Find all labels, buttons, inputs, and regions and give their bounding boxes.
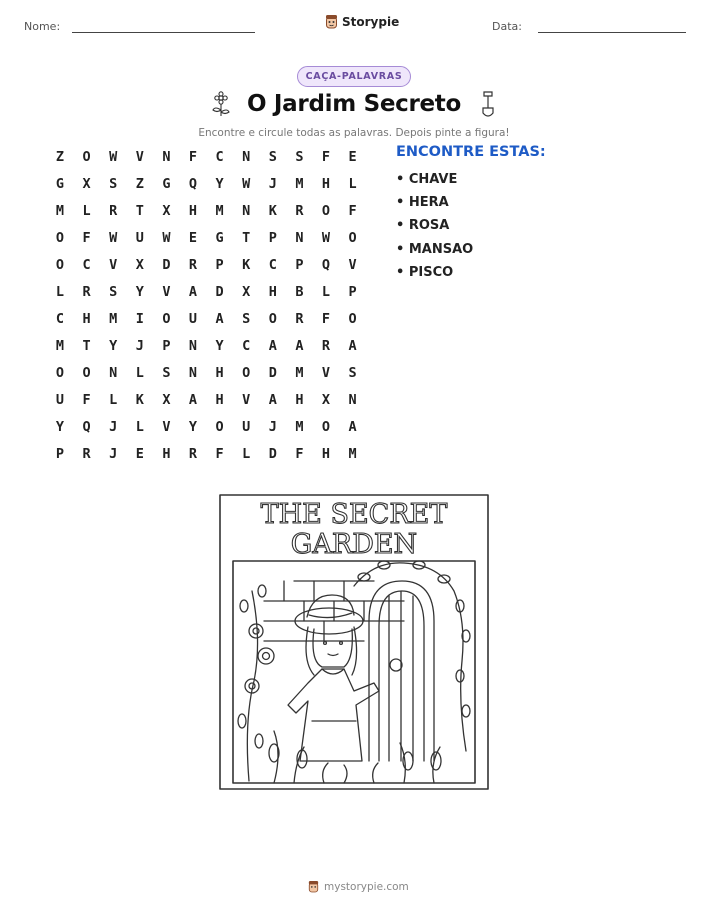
grid-letter[interactable]: A xyxy=(348,419,357,435)
grid-letter[interactable]: R xyxy=(109,203,118,219)
grid-letter[interactable]: V xyxy=(109,257,118,273)
grid-letter[interactable]: N xyxy=(348,392,357,408)
grid-letter[interactable]: Z xyxy=(55,149,65,165)
grid-letter[interactable]: S xyxy=(242,311,251,327)
grid-letter[interactable]: U xyxy=(242,419,251,435)
grid-letter[interactable]: J xyxy=(135,338,144,354)
grid-letter[interactable]: S xyxy=(348,365,357,381)
grid-letter[interactable]: A xyxy=(268,338,277,354)
grid-letter[interactable]: M xyxy=(55,203,65,219)
word-list-item: • PISCO xyxy=(396,265,454,280)
grid-letter[interactable]: H xyxy=(321,446,331,462)
grid-letter[interactable]: F xyxy=(215,446,224,462)
word-list-item: • CHAVE xyxy=(396,172,458,187)
grid-letter[interactable]: O xyxy=(215,419,224,435)
grid-letter[interactable]: D xyxy=(215,284,224,300)
grid-letter[interactable]: O xyxy=(348,311,357,327)
grid-letter[interactable]: Y xyxy=(215,338,224,354)
grid-letter[interactable]: H xyxy=(295,392,304,408)
grid-letter[interactable]: Z xyxy=(135,176,144,192)
grid-letter[interactable]: L xyxy=(135,419,144,435)
grid-letter[interactable]: W xyxy=(321,230,331,246)
storypie-mascot-icon xyxy=(308,880,319,893)
grid-letter[interactable]: W xyxy=(242,176,251,192)
grid-letter[interactable]: Y xyxy=(55,419,65,435)
grid-letter[interactable]: H xyxy=(268,284,277,300)
grid-letter[interactable]: G xyxy=(55,176,65,192)
grid-letter[interactable]: A xyxy=(268,392,277,408)
grid-letter[interactable]: Y xyxy=(188,419,198,435)
grid-letter[interactable]: R xyxy=(295,203,304,219)
name-label: Nome: xyxy=(24,20,61,33)
grid-letter[interactable]: T xyxy=(135,203,144,219)
grid-letter[interactable]: O xyxy=(321,203,331,219)
grid-letter[interactable]: S xyxy=(268,149,277,165)
grid-letter[interactable]: X xyxy=(162,392,171,408)
grid-letter[interactable]: K xyxy=(242,257,251,273)
grid-letter[interactable]: L xyxy=(55,284,65,300)
grid-letter[interactable]: E xyxy=(188,230,198,246)
grid-letter[interactable]: L xyxy=(82,203,91,219)
grid-letter[interactable]: O xyxy=(242,365,251,381)
grid-letter[interactable]: G xyxy=(162,176,171,192)
grid-letter[interactable]: U xyxy=(55,392,65,408)
grid-letter[interactable]: P xyxy=(55,446,65,462)
instructions: Encontre e circule todas as palavras. Depois pinte a figura! xyxy=(198,127,510,139)
word-list-item: • ROSA xyxy=(396,218,450,233)
grid-letter[interactable]: C xyxy=(215,149,224,165)
grid-letter[interactable]: E xyxy=(348,149,357,165)
grid-letter[interactable]: D xyxy=(268,446,277,462)
grid-letter[interactable]: A xyxy=(188,392,198,408)
grid-letter[interactable]: J xyxy=(268,419,277,435)
grid-letter[interactable]: J xyxy=(109,419,118,435)
grid-letter[interactable]: N xyxy=(188,338,198,354)
grid-letter[interactable]: R xyxy=(82,446,91,462)
grid-letter[interactable]: M xyxy=(55,338,65,354)
secret-garden-coloring-illustration[interactable] xyxy=(204,491,504,793)
grid-letter[interactable]: K xyxy=(268,203,277,219)
grid-letter[interactable]: F xyxy=(82,230,91,246)
grid-letter[interactable]: H xyxy=(188,203,198,219)
word-list-title: ENCONTRE ESTAS: xyxy=(396,144,546,160)
grid-letter[interactable]: V xyxy=(162,284,171,300)
grid-letter[interactable]: P xyxy=(295,257,304,273)
grid-letter[interactable]: Y xyxy=(109,338,118,354)
grid-letter[interactable]: A xyxy=(348,338,357,354)
grid-letter[interactable]: X xyxy=(242,284,251,300)
grid-letter[interactable]: O xyxy=(82,149,91,165)
grid-letter[interactable]: U xyxy=(135,230,144,246)
grid-letter[interactable]: Q xyxy=(321,257,331,273)
grid-letter[interactable]: R xyxy=(188,257,198,273)
shovel-icon xyxy=(479,90,497,120)
grid-letter[interactable]: M xyxy=(348,446,357,462)
grid-letter[interactable]: M xyxy=(109,311,118,327)
grid-letter[interactable]: H xyxy=(162,446,171,462)
grid-letter[interactable]: R xyxy=(295,311,304,327)
grid-letter[interactable]: C xyxy=(82,257,91,273)
grid-letter[interactable]: D xyxy=(268,365,277,381)
grid-letter[interactable]: V xyxy=(348,257,357,273)
grid-letter[interactable]: P xyxy=(162,338,171,354)
grid-letter[interactable]: L xyxy=(109,392,118,408)
grid-letter[interactable]: K xyxy=(135,392,144,408)
grid-letter[interactable]: R xyxy=(188,446,198,462)
grid-letter[interactable]: O xyxy=(55,365,65,381)
grid-letter[interactable]: C xyxy=(268,257,277,273)
grid-letter[interactable]: M xyxy=(295,419,304,435)
grid-letter[interactable]: M xyxy=(215,203,224,219)
grid-letter[interactable]: C xyxy=(55,311,65,327)
word-list-item: • HERA xyxy=(396,195,449,210)
grid-letter[interactable]: J xyxy=(109,446,118,462)
grid-letter[interactable]: P xyxy=(348,284,357,300)
brand-name: Storypie xyxy=(342,14,400,29)
grid-letter[interactable]: N xyxy=(242,203,251,219)
grid-letter[interactable]: V xyxy=(135,149,144,165)
grid-letter[interactable]: L xyxy=(321,284,331,300)
grid-letter[interactable]: C xyxy=(242,338,251,354)
grid-letter[interactable]: V xyxy=(321,365,331,381)
grid-letter[interactable]: L xyxy=(348,176,357,192)
grid-letter[interactable]: R xyxy=(321,338,331,354)
grid-letter[interactable]: N xyxy=(242,149,251,165)
grid-letter[interactable]: H xyxy=(82,311,91,327)
grid-letter[interactable]: A xyxy=(188,284,198,300)
brand-logo xyxy=(325,14,399,29)
grid-letter[interactable]: P xyxy=(268,230,277,246)
grid-letter[interactable]: X xyxy=(162,203,171,219)
grid-letter[interactable]: L xyxy=(242,446,251,462)
flower-icon xyxy=(209,91,233,117)
illustration-title-line1: THE SECRET xyxy=(260,499,448,530)
grid-letter[interactable]: T xyxy=(82,338,91,354)
grid-letter[interactable]: A xyxy=(215,311,224,327)
storypie-mascot-icon xyxy=(325,14,338,29)
grid-letter[interactable]: H xyxy=(321,176,331,192)
grid-letter[interactable]: O xyxy=(268,311,277,327)
word-list-item: • MANSAO xyxy=(396,242,474,257)
grid-letter[interactable]: H xyxy=(215,365,224,381)
footer xyxy=(308,880,409,893)
grid-letter[interactable]: G xyxy=(215,230,224,246)
grid-letter[interactable]: R xyxy=(82,284,91,300)
grid-letter[interactable]: S xyxy=(109,284,118,300)
grid-letter[interactable]: D xyxy=(162,257,171,273)
grid-letter[interactable]: W xyxy=(162,230,171,246)
grid-letter[interactable]: H xyxy=(215,392,224,408)
grid-letter[interactable]: F xyxy=(188,149,198,165)
grid-letter[interactable]: J xyxy=(268,176,277,192)
grid-letter[interactable]: M xyxy=(295,176,304,192)
grid-letter[interactable]: S xyxy=(109,176,118,192)
grid-letter[interactable]: X xyxy=(135,257,144,273)
date-label: Data: xyxy=(492,20,522,33)
grid-letter[interactable]: N xyxy=(162,149,171,165)
grid-letter[interactable]: F xyxy=(295,446,304,462)
grid-letter[interactable]: E xyxy=(135,446,144,462)
grid-letter[interactable]: N xyxy=(109,365,118,381)
grid-letter[interactable]: X xyxy=(82,176,91,192)
grid-letter[interactable]: I xyxy=(135,311,144,327)
grid-letter[interactable]: O xyxy=(162,311,171,327)
grid-letter[interactable]: Y xyxy=(215,176,224,192)
category-badge: CAÇA-PALAVRAS xyxy=(297,66,411,87)
grid-letter[interactable]: O xyxy=(348,230,357,246)
grid-letter[interactable]: F xyxy=(321,311,331,327)
grid-letter[interactable]: U xyxy=(188,311,198,327)
grid-letter[interactable]: N xyxy=(295,230,304,246)
footer-url: mystorypie.com xyxy=(324,880,409,893)
grid-letter[interactable]: B xyxy=(295,284,304,300)
grid-letter[interactable]: A xyxy=(295,338,304,354)
grid-letter[interactable]: L xyxy=(135,365,144,381)
grid-letter[interactable]: S xyxy=(295,149,304,165)
grid-letter[interactable]: Q xyxy=(82,419,91,435)
grid-letter[interactable]: F xyxy=(82,392,91,408)
grid-letter[interactable]: O xyxy=(82,365,91,381)
name-line xyxy=(72,32,255,33)
grid-letter[interactable]: N xyxy=(188,365,198,381)
page-title: O Jardim Secreto xyxy=(246,91,462,117)
grid-letter[interactable]: T xyxy=(242,230,251,246)
grid-letter[interactable]: O xyxy=(321,419,331,435)
illustration-title-line2: GARDEN xyxy=(290,529,418,560)
date-line xyxy=(538,32,686,33)
grid-letter[interactable]: O xyxy=(55,230,65,246)
grid-letter[interactable]: P xyxy=(215,257,224,273)
grid-letter[interactable]: F xyxy=(348,203,357,219)
grid-letter[interactable]: Q xyxy=(188,176,198,192)
grid-letter[interactable]: V xyxy=(162,419,171,435)
grid-letter[interactable]: V xyxy=(242,392,251,408)
grid-letter[interactable]: O xyxy=(55,257,65,273)
grid-letter[interactable]: F xyxy=(321,149,331,165)
grid-letter[interactable]: W xyxy=(109,230,118,246)
grid-letter[interactable]: Y xyxy=(135,284,144,300)
grid-letter[interactable]: X xyxy=(321,392,331,408)
grid-letter[interactable]: S xyxy=(162,365,171,381)
grid-letter[interactable]: W xyxy=(109,149,118,165)
grid-letter[interactable]: M xyxy=(295,365,304,381)
